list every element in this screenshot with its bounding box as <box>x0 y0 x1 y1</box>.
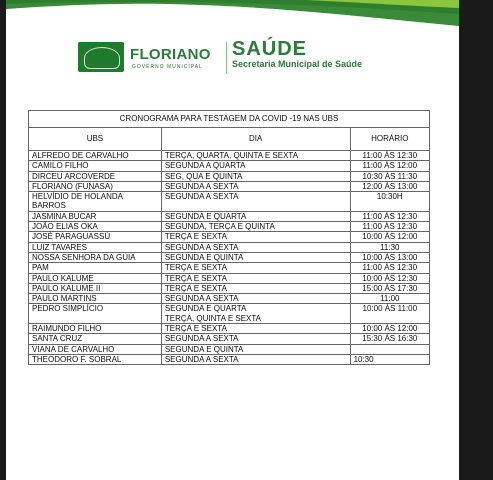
table-row <box>29 151 430 161</box>
cell-ubs <box>29 354 162 364</box>
cell-horario-text: 11:00 ÀS 12:00 <box>362 161 418 171</box>
cell-horario-text: 11:00 ÀS 12:30 <box>362 211 418 221</box>
cell-dia-text: SEGUNDA A SEXTA <box>164 294 239 304</box>
cell-horario-text: 11:30 <box>380 242 400 252</box>
cell-ubs-text: NOSSA SENHORA DA GUIA <box>32 252 136 262</box>
cell-ubs-text: JASMINA BUCAR <box>32 211 97 221</box>
cell-horario <box>350 334 429 344</box>
cell-horario <box>350 294 429 304</box>
cell-dia-text: SEGUNDA E QUINTA <box>164 344 244 354</box>
cell-horario <box>350 222 429 232</box>
cell-dia <box>161 273 350 283</box>
cell-ubs <box>29 211 162 221</box>
cell-dia <box>161 171 350 181</box>
cell-dia <box>161 344 350 354</box>
table-row <box>29 161 430 171</box>
cell-dia <box>161 354 350 364</box>
saude-title: SAÚDE <box>232 38 308 60</box>
cell-dia-text: TERÇA E SEXTA <box>164 283 227 293</box>
cell-ubs <box>29 252 162 262</box>
cell-dia <box>161 252 350 262</box>
cell-horario-text: 11:00 <box>380 294 400 304</box>
table-row <box>29 294 430 304</box>
cell-dia <box>161 161 350 171</box>
cell-horario <box>350 354 429 364</box>
cell-horario-text: 12:00 ÀS 13:00 <box>362 181 418 191</box>
cell-ubs-text: VIANA DE CARVALHO <box>32 344 115 354</box>
cell-horario-text: 11:00 ÀS 12:30 <box>362 222 418 232</box>
cell-dia <box>161 222 350 232</box>
cell-horario <box>350 171 429 181</box>
cell-ubs-text: PAULO KALUME <box>32 273 94 283</box>
cell-dia-text: SEGUNDA A QUARTA <box>164 161 246 171</box>
cell-horario-text: 10:30 ÀS 11:30 <box>362 171 418 181</box>
cell-horario <box>350 324 429 334</box>
cell-ubs <box>29 283 162 293</box>
table-body <box>29 151 430 365</box>
table-title: CRONOGRAMA PARA TESTAGEM DA COVID -19 NAS UBS <box>29 111 430 128</box>
table-row <box>29 273 430 283</box>
cell-dia-text-2: TERÇA, QUINTA E SEXTA <box>164 313 262 323</box>
cell-dia <box>161 151 350 161</box>
cell-horario-text: 15:00 ÀS 17:30 <box>362 283 418 293</box>
cell-horario <box>350 161 429 171</box>
table-row <box>29 283 430 293</box>
cell-dia-text: SEG, QUA E QUINTA <box>164 171 243 181</box>
cell-dia <box>161 192 350 212</box>
cell-horario <box>350 304 429 324</box>
cell-ubs-text: PAULO MARTINS <box>32 294 97 304</box>
cell-horario <box>350 151 429 161</box>
cell-ubs-text: PEDRO SIMPLÍCIO <box>32 304 104 314</box>
top-banner <box>6 0 459 28</box>
cell-dia-text: SEGUNDA, TERÇA E QUINTA <box>164 222 275 232</box>
brand-name: FLORIANO <box>130 46 211 63</box>
cell-ubs-text: PAULO KALUME II <box>32 283 101 293</box>
cell-horario <box>350 181 429 191</box>
cell-horario <box>350 211 429 221</box>
cell-dia <box>161 211 350 221</box>
cell-dia <box>161 242 350 252</box>
crest-icon <box>78 42 124 72</box>
cell-ubs-text: CAMILO FILHO <box>32 161 89 171</box>
cell-horario <box>350 273 429 283</box>
cell-horario <box>350 263 429 273</box>
cell-horario-text: 11:00 ÀS 12:30 <box>362 263 418 273</box>
table-row <box>29 242 430 252</box>
cell-horario-text: 10:00 ÀS 12:30 <box>362 273 418 283</box>
saude-subtitle: Secretaria Municipal de Saúde <box>232 59 363 69</box>
cell-horario-text: 10:30H <box>376 192 403 202</box>
cell-dia <box>161 263 350 273</box>
cell-ubs-text: PAM <box>32 263 49 273</box>
cell-dia <box>161 181 350 191</box>
cell-dia-text: SEGUNDA A SEXTA <box>164 242 239 252</box>
cell-dia-text: SEGUNDA E QUARTA <box>164 211 247 221</box>
table-row <box>29 263 430 273</box>
cell-horario-text: 11:00 ÀS 12:30 <box>362 151 418 160</box>
cell-dia-text: SEGUNDA A SEXTA <box>164 354 239 364</box>
cell-ubs-text: JOSÉ PARAGUASSÚ <box>32 232 111 242</box>
cell-ubs-text: DIRCEU ARCOVERDE <box>32 171 116 181</box>
table-row <box>29 324 430 334</box>
schedule-table <box>28 110 430 365</box>
cell-ubs <box>29 171 162 181</box>
cell-ubs <box>29 294 162 304</box>
cell-ubs <box>29 151 162 161</box>
cell-dia-text: TERÇA E SEXTA <box>164 324 227 334</box>
cell-dia <box>161 294 350 304</box>
cell-ubs-text: RAIMUNDO FILHO <box>32 324 102 334</box>
cell-ubs-text: LUIZ TAVARES <box>32 242 87 252</box>
cell-horario-text: 10:00 ÀS 12:00 <box>362 324 418 334</box>
cell-ubs <box>29 222 162 232</box>
cell-ubs <box>29 232 162 242</box>
cell-dia-text: SEGUNDA A SEXTA <box>164 192 239 202</box>
cell-horario <box>350 344 429 354</box>
cell-dia <box>161 334 350 344</box>
cell-dia-text: SEGUNDA A SEXTA <box>164 181 239 191</box>
header-dia: DIA <box>161 128 350 151</box>
cell-ubs <box>29 304 162 324</box>
cell-dia-text: TERÇA E SEXTA <box>164 263 227 273</box>
cell-horario <box>350 242 429 252</box>
table-row <box>29 304 430 324</box>
table-row <box>29 211 430 221</box>
cell-dia <box>161 304 350 324</box>
cell-dia <box>161 232 350 242</box>
divider <box>226 42 227 74</box>
cell-dia-text: SEGUNDA E QUINTA <box>164 252 244 262</box>
table-row <box>29 354 430 364</box>
table-row <box>29 334 430 344</box>
cell-ubs-text: ALFREDO DE CARVALHO <box>32 151 129 160</box>
cell-ubs <box>29 242 162 252</box>
cell-dia <box>161 324 350 334</box>
header-logo <box>78 38 388 78</box>
cell-horario <box>350 252 429 262</box>
cell-horario <box>350 192 429 212</box>
cell-horario-text: 10:00 ÀS 13:00 <box>362 252 418 262</box>
table-row <box>29 181 430 191</box>
cell-ubs-text: HELVÍDIO DE HOLANDA <box>32 192 123 202</box>
cell-ubs <box>29 344 162 354</box>
cell-dia-text: SEGUNDA A SEXTA <box>164 334 239 344</box>
cell-dia-text: SEGUNDA E QUARTA <box>164 304 247 314</box>
left-border <box>0 0 6 480</box>
cell-ubs-text: SANTA CRUZ <box>32 334 83 344</box>
cell-dia-text: TERÇA E SEXTA <box>164 273 227 283</box>
cell-ubs <box>29 273 162 283</box>
table-row <box>29 232 430 242</box>
cell-dia-text: TERÇA, QUARTA, QUINTA E SEXTA <box>164 151 299 160</box>
cell-ubs <box>29 181 162 191</box>
cell-ubs <box>29 324 162 334</box>
cell-dia-text: TERÇA E SEXTA <box>164 232 227 242</box>
cell-ubs <box>29 192 162 212</box>
cell-ubs <box>29 263 162 273</box>
right-border <box>459 0 493 480</box>
table-row <box>29 344 430 354</box>
cell-ubs-text: FLORIANO (FUNASA) <box>32 181 113 191</box>
cell-ubs-text: JOÃO ELIAS OKA <box>32 222 98 232</box>
table-row <box>29 222 430 232</box>
table-row <box>29 252 430 262</box>
header-horario: HORÁRIO <box>350 128 429 151</box>
brand-subtitle: GOVERNO MUNICIPAL <box>132 64 203 70</box>
header-ubs: UBS <box>29 128 162 151</box>
cell-ubs-text-2: BARROS <box>32 201 66 211</box>
cell-ubs <box>29 161 162 171</box>
cell-horario-text: 10:30 <box>353 354 374 364</box>
cell-horario-text: 10:00 ÀS 12:00 <box>362 232 418 242</box>
table-row <box>29 192 430 212</box>
cell-horario-text-2: 10:00 ÀS 11:00 <box>362 304 418 314</box>
cell-horario-text: 15:30 ÀS 16:30 <box>362 334 418 344</box>
table-row <box>29 171 430 181</box>
cell-dia <box>161 283 350 293</box>
cell-horario <box>350 283 429 293</box>
cell-horario <box>350 232 429 242</box>
cell-ubs-text: THEODORO F. SOBRAL <box>32 354 122 364</box>
cell-ubs <box>29 334 162 344</box>
